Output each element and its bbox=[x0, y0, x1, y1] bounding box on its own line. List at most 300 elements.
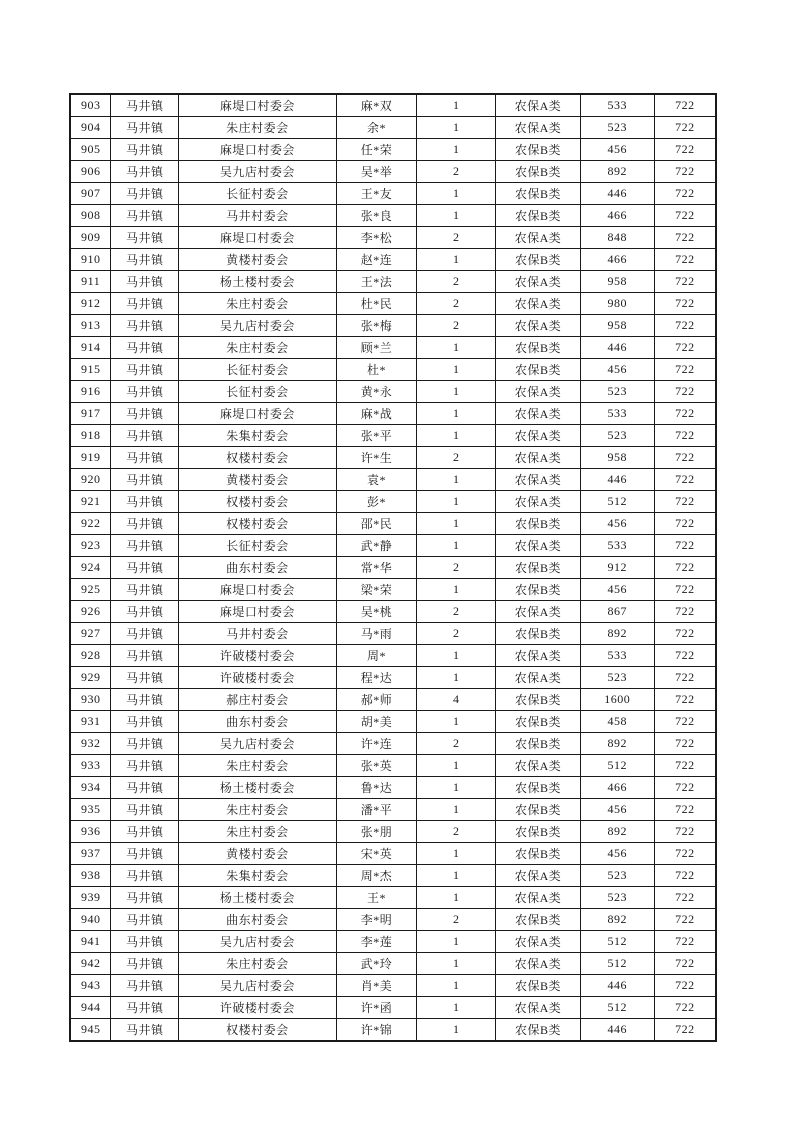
amount-cell: 456 bbox=[580, 359, 654, 381]
table-row bbox=[70, 623, 716, 645]
town-cell: 马井镇 bbox=[111, 931, 179, 953]
amount-cell: 456 bbox=[580, 843, 654, 865]
fixed-value-cell: 722 bbox=[654, 601, 716, 623]
table-row bbox=[70, 909, 716, 931]
person-count-cell: 1 bbox=[417, 843, 496, 865]
person-count-cell: 2 bbox=[417, 623, 496, 645]
insurance-category-cell: 农保A类 bbox=[496, 117, 581, 139]
town-cell: 马井镇 bbox=[111, 535, 179, 557]
person-name-cell: 程*达 bbox=[336, 667, 417, 689]
insurance-category-cell: 农保B类 bbox=[496, 557, 581, 579]
village-committee-cell: 马井村委会 bbox=[179, 623, 336, 645]
serial-number-cell: 917 bbox=[70, 403, 111, 425]
person-count-cell: 2 bbox=[417, 909, 496, 931]
serial-number-cell: 928 bbox=[70, 645, 111, 667]
village-committee-cell: 朱庄村委会 bbox=[179, 337, 336, 359]
table-row bbox=[70, 513, 716, 535]
person-count-cell: 1 bbox=[417, 535, 496, 557]
amount-cell: 512 bbox=[580, 755, 654, 777]
person-count-cell: 1 bbox=[417, 249, 496, 271]
insurance-category-cell: 农保B类 bbox=[496, 799, 581, 821]
serial-number-cell: 942 bbox=[70, 953, 111, 975]
person-count-cell: 2 bbox=[417, 601, 496, 623]
insurance-category-cell: 农保A类 bbox=[496, 535, 581, 557]
table-row bbox=[70, 931, 716, 953]
amount-cell: 892 bbox=[580, 161, 654, 183]
village-committee-cell: 黄楼村委会 bbox=[179, 843, 336, 865]
town-cell: 马井镇 bbox=[111, 887, 179, 909]
person-count-cell: 1 bbox=[417, 799, 496, 821]
amount-cell: 466 bbox=[580, 249, 654, 271]
serial-number-cell: 931 bbox=[70, 711, 111, 733]
town-cell: 马井镇 bbox=[111, 293, 179, 315]
person-name-cell: 杜* bbox=[336, 359, 417, 381]
amount-cell: 533 bbox=[580, 645, 654, 667]
village-committee-cell: 朱庄村委会 bbox=[179, 953, 336, 975]
serial-number-cell: 913 bbox=[70, 315, 111, 337]
person-count-cell: 1 bbox=[417, 997, 496, 1019]
fixed-value-cell: 722 bbox=[654, 645, 716, 667]
village-committee-cell: 朱庄村委会 bbox=[179, 799, 336, 821]
insurance-category-cell: 农保A类 bbox=[496, 94, 581, 117]
person-name-cell: 宋*英 bbox=[336, 843, 417, 865]
village-committee-cell: 朱集村委会 bbox=[179, 425, 336, 447]
table-row bbox=[70, 447, 716, 469]
village-committee-cell: 黄楼村委会 bbox=[179, 249, 336, 271]
amount-cell: 456 bbox=[580, 579, 654, 601]
person-name-cell: 许*生 bbox=[336, 447, 417, 469]
insurance-category-cell: 农保B类 bbox=[496, 249, 581, 271]
village-committee-cell: 朱庄村委会 bbox=[179, 821, 336, 843]
town-cell: 马井镇 bbox=[111, 403, 179, 425]
table-row bbox=[70, 997, 716, 1019]
fixed-value-cell: 722 bbox=[654, 689, 716, 711]
person-count-cell: 2 bbox=[417, 315, 496, 337]
amount-cell: 892 bbox=[580, 733, 654, 755]
insurance-category-cell: 农保A类 bbox=[496, 227, 581, 249]
table-row bbox=[70, 359, 716, 381]
table-row bbox=[70, 315, 716, 337]
serial-number-cell: 940 bbox=[70, 909, 111, 931]
insurance-category-cell: 农保A类 bbox=[496, 997, 581, 1019]
town-cell: 马井镇 bbox=[111, 755, 179, 777]
fixed-value-cell: 722 bbox=[654, 733, 716, 755]
fixed-value-cell: 722 bbox=[654, 117, 716, 139]
person-name-cell: 王*法 bbox=[336, 271, 417, 293]
insurance-category-cell: 农保B类 bbox=[496, 337, 581, 359]
person-count-cell: 2 bbox=[417, 821, 496, 843]
village-committee-cell: 黄楼村委会 bbox=[179, 469, 336, 491]
person-name-cell: 李*莲 bbox=[336, 931, 417, 953]
table-row bbox=[70, 601, 716, 623]
amount-cell: 523 bbox=[580, 117, 654, 139]
person-name-cell: 郝*师 bbox=[336, 689, 417, 711]
person-name-cell: 鲁*达 bbox=[336, 777, 417, 799]
fixed-value-cell: 722 bbox=[654, 315, 716, 337]
amount-cell: 892 bbox=[580, 821, 654, 843]
insurance-category-cell: 农保A类 bbox=[496, 447, 581, 469]
fixed-value-cell: 722 bbox=[654, 227, 716, 249]
fixed-value-cell: 722 bbox=[654, 491, 716, 513]
person-count-cell: 1 bbox=[417, 403, 496, 425]
village-committee-cell: 权楼村委会 bbox=[179, 491, 336, 513]
person-count-cell: 1 bbox=[417, 94, 496, 117]
village-committee-cell: 长征村委会 bbox=[179, 183, 336, 205]
table-row bbox=[70, 425, 716, 447]
serial-number-cell: 907 bbox=[70, 183, 111, 205]
person-name-cell: 李*松 bbox=[336, 227, 417, 249]
fixed-value-cell: 722 bbox=[654, 667, 716, 689]
fixed-value-cell: 722 bbox=[654, 249, 716, 271]
table-row bbox=[70, 689, 716, 711]
person-count-cell: 2 bbox=[417, 227, 496, 249]
person-count-cell: 1 bbox=[417, 1019, 496, 1042]
insurance-category-cell: 农保A类 bbox=[496, 425, 581, 447]
fixed-value-cell: 722 bbox=[654, 557, 716, 579]
person-count-cell: 2 bbox=[417, 733, 496, 755]
fixed-value-cell: 722 bbox=[654, 403, 716, 425]
town-cell: 马井镇 bbox=[111, 249, 179, 271]
person-count-cell: 2 bbox=[417, 271, 496, 293]
insurance-category-cell: 农保A类 bbox=[496, 293, 581, 315]
person-count-cell: 1 bbox=[417, 139, 496, 161]
person-count-cell: 1 bbox=[417, 513, 496, 535]
town-cell: 马井镇 bbox=[111, 579, 179, 601]
insurance-category-cell: 农保B类 bbox=[496, 161, 581, 183]
person-count-cell: 1 bbox=[417, 887, 496, 909]
fixed-value-cell: 722 bbox=[654, 271, 716, 293]
fixed-value-cell: 722 bbox=[654, 359, 716, 381]
person-count-cell: 1 bbox=[417, 667, 496, 689]
person-count-cell: 1 bbox=[417, 469, 496, 491]
serial-number-cell: 936 bbox=[70, 821, 111, 843]
table-row bbox=[70, 755, 716, 777]
fixed-value-cell: 722 bbox=[654, 535, 716, 557]
serial-number-cell: 932 bbox=[70, 733, 111, 755]
village-committee-cell: 朱庄村委会 bbox=[179, 293, 336, 315]
amount-cell: 980 bbox=[580, 293, 654, 315]
amount-cell: 958 bbox=[580, 447, 654, 469]
fixed-value-cell: 722 bbox=[654, 975, 716, 997]
person-name-cell: 梁*荣 bbox=[336, 579, 417, 601]
village-committee-cell: 吴九店村委会 bbox=[179, 315, 336, 337]
town-cell: 马井镇 bbox=[111, 1019, 179, 1042]
amount-cell: 523 bbox=[580, 381, 654, 403]
village-committee-cell: 吴九店村委会 bbox=[179, 931, 336, 953]
village-committee-cell: 马井村委会 bbox=[179, 205, 336, 227]
person-name-cell: 李*明 bbox=[336, 909, 417, 931]
person-name-cell: 武*玲 bbox=[336, 953, 417, 975]
table-row bbox=[70, 183, 716, 205]
village-committee-cell: 麻堤口村委会 bbox=[179, 403, 336, 425]
town-cell: 马井镇 bbox=[111, 227, 179, 249]
village-committee-cell: 麻堤口村委会 bbox=[179, 94, 336, 117]
serial-number-cell: 912 bbox=[70, 293, 111, 315]
serial-number-cell: 926 bbox=[70, 601, 111, 623]
town-cell: 马井镇 bbox=[111, 953, 179, 975]
table-row bbox=[70, 117, 716, 139]
person-name-cell: 马*雨 bbox=[336, 623, 417, 645]
table-row bbox=[70, 667, 716, 689]
person-name-cell: 彭* bbox=[336, 491, 417, 513]
amount-cell: 867 bbox=[580, 601, 654, 623]
person-count-cell: 1 bbox=[417, 975, 496, 997]
table-row bbox=[70, 227, 716, 249]
amount-cell: 512 bbox=[580, 931, 654, 953]
insurance-category-cell: 农保A类 bbox=[496, 271, 581, 293]
person-name-cell: 肖*美 bbox=[336, 975, 417, 997]
serial-number-cell: 903 bbox=[70, 94, 111, 117]
serial-number-cell: 914 bbox=[70, 337, 111, 359]
fixed-value-cell: 722 bbox=[654, 337, 716, 359]
person-count-cell: 1 bbox=[417, 777, 496, 799]
town-cell: 马井镇 bbox=[111, 94, 179, 117]
town-cell: 马井镇 bbox=[111, 513, 179, 535]
town-cell: 马井镇 bbox=[111, 117, 179, 139]
person-name-cell: 张*平 bbox=[336, 425, 417, 447]
person-name-cell: 袁* bbox=[336, 469, 417, 491]
serial-number-cell: 941 bbox=[70, 931, 111, 953]
person-count-cell: 4 bbox=[417, 689, 496, 711]
insurance-category-cell: 农保B类 bbox=[496, 909, 581, 931]
amount-cell: 446 bbox=[580, 975, 654, 997]
person-name-cell: 余* bbox=[336, 117, 417, 139]
table-row bbox=[70, 535, 716, 557]
village-committee-cell: 麻堤口村委会 bbox=[179, 139, 336, 161]
village-committee-cell: 朱庄村委会 bbox=[179, 117, 336, 139]
person-count-cell: 1 bbox=[417, 359, 496, 381]
town-cell: 马井镇 bbox=[111, 425, 179, 447]
fixed-value-cell: 722 bbox=[654, 1019, 716, 1042]
person-name-cell: 邵*民 bbox=[336, 513, 417, 535]
fixed-value-cell: 722 bbox=[654, 909, 716, 931]
village-committee-cell: 吴九店村委会 bbox=[179, 975, 336, 997]
town-cell: 马井镇 bbox=[111, 205, 179, 227]
fixed-value-cell: 722 bbox=[654, 513, 716, 535]
fixed-value-cell: 722 bbox=[654, 953, 716, 975]
table-row bbox=[70, 161, 716, 183]
amount-cell: 512 bbox=[580, 491, 654, 513]
table-row bbox=[70, 579, 716, 601]
village-committee-cell: 权楼村委会 bbox=[179, 1019, 336, 1042]
village-committee-cell: 长征村委会 bbox=[179, 381, 336, 403]
serial-number-cell: 919 bbox=[70, 447, 111, 469]
person-count-cell: 1 bbox=[417, 931, 496, 953]
amount-cell: 523 bbox=[580, 865, 654, 887]
insurance-category-cell: 农保B类 bbox=[496, 579, 581, 601]
table-row bbox=[70, 953, 716, 975]
amount-cell: 892 bbox=[580, 909, 654, 931]
insurance-category-cell: 农保B类 bbox=[496, 777, 581, 799]
insurance-category-cell: 农保B类 bbox=[496, 623, 581, 645]
table-row bbox=[70, 337, 716, 359]
table-row bbox=[70, 293, 716, 315]
town-cell: 马井镇 bbox=[111, 645, 179, 667]
fixed-value-cell: 722 bbox=[654, 711, 716, 733]
serial-number-cell: 909 bbox=[70, 227, 111, 249]
benefit-roster-table bbox=[69, 93, 717, 1042]
person-name-cell: 吴*举 bbox=[336, 161, 417, 183]
fixed-value-cell: 722 bbox=[654, 887, 716, 909]
serial-number-cell: 925 bbox=[70, 579, 111, 601]
insurance-category-cell: 农保A类 bbox=[496, 953, 581, 975]
fixed-value-cell: 722 bbox=[654, 755, 716, 777]
table-row bbox=[70, 557, 716, 579]
town-cell: 马井镇 bbox=[111, 777, 179, 799]
village-committee-cell: 朱集村委会 bbox=[179, 865, 336, 887]
table-row bbox=[70, 887, 716, 909]
table-row bbox=[70, 821, 716, 843]
person-count-cell: 1 bbox=[417, 337, 496, 359]
person-name-cell: 张*英 bbox=[336, 755, 417, 777]
serial-number-cell: 911 bbox=[70, 271, 111, 293]
amount-cell: 523 bbox=[580, 887, 654, 909]
insurance-category-cell: 农保B类 bbox=[496, 513, 581, 535]
table-row bbox=[70, 469, 716, 491]
village-committee-cell: 吴九店村委会 bbox=[179, 161, 336, 183]
serial-number-cell: 920 bbox=[70, 469, 111, 491]
serial-number-cell: 929 bbox=[70, 667, 111, 689]
insurance-category-cell: 农保A类 bbox=[496, 403, 581, 425]
person-name-cell: 潘*平 bbox=[336, 799, 417, 821]
serial-number-cell: 905 bbox=[70, 139, 111, 161]
insurance-category-cell: 农保A类 bbox=[496, 755, 581, 777]
person-count-cell: 1 bbox=[417, 579, 496, 601]
serial-number-cell: 927 bbox=[70, 623, 111, 645]
amount-cell: 456 bbox=[580, 139, 654, 161]
table-row bbox=[70, 975, 716, 997]
person-count-cell: 2 bbox=[417, 557, 496, 579]
serial-number-cell: 904 bbox=[70, 117, 111, 139]
amount-cell: 512 bbox=[580, 997, 654, 1019]
village-committee-cell: 麻堤口村委会 bbox=[179, 227, 336, 249]
insurance-category-cell: 农保B类 bbox=[496, 711, 581, 733]
table-row bbox=[70, 733, 716, 755]
person-count-cell: 1 bbox=[417, 117, 496, 139]
fixed-value-cell: 722 bbox=[654, 579, 716, 601]
town-cell: 马井镇 bbox=[111, 689, 179, 711]
table-row bbox=[70, 94, 716, 117]
village-committee-cell: 郝庄村委会 bbox=[179, 689, 336, 711]
fixed-value-cell: 722 bbox=[654, 469, 716, 491]
amount-cell: 533 bbox=[580, 535, 654, 557]
village-committee-cell: 吴九店村委会 bbox=[179, 733, 336, 755]
village-committee-cell: 曲东村委会 bbox=[179, 711, 336, 733]
table-row bbox=[70, 843, 716, 865]
serial-number-cell: 938 bbox=[70, 865, 111, 887]
insurance-category-cell: 农保A类 bbox=[496, 315, 581, 337]
town-cell: 马井镇 bbox=[111, 469, 179, 491]
table-row bbox=[70, 865, 716, 887]
serial-number-cell: 923 bbox=[70, 535, 111, 557]
person-name-cell: 杜*民 bbox=[336, 293, 417, 315]
table-row bbox=[70, 1019, 716, 1042]
insurance-category-cell: 农保A类 bbox=[496, 601, 581, 623]
town-cell: 马井镇 bbox=[111, 183, 179, 205]
serial-number-cell: 908 bbox=[70, 205, 111, 227]
village-committee-cell: 权楼村委会 bbox=[179, 513, 336, 535]
person-name-cell: 麻*战 bbox=[336, 403, 417, 425]
fixed-value-cell: 722 bbox=[654, 447, 716, 469]
amount-cell: 523 bbox=[580, 667, 654, 689]
person-name-cell: 许*连 bbox=[336, 733, 417, 755]
village-committee-cell: 许破楼村委会 bbox=[179, 667, 336, 689]
amount-cell: 456 bbox=[580, 513, 654, 535]
person-count-cell: 1 bbox=[417, 205, 496, 227]
village-committee-cell: 麻堤口村委会 bbox=[179, 579, 336, 601]
serial-number-cell: 918 bbox=[70, 425, 111, 447]
fixed-value-cell: 722 bbox=[654, 997, 716, 1019]
insurance-category-cell: 农保A类 bbox=[496, 469, 581, 491]
serial-number-cell: 921 bbox=[70, 491, 111, 513]
person-count-cell: 2 bbox=[417, 293, 496, 315]
amount-cell: 892 bbox=[580, 623, 654, 645]
town-cell: 马井镇 bbox=[111, 601, 179, 623]
fixed-value-cell: 722 bbox=[654, 865, 716, 887]
fixed-value-cell: 722 bbox=[654, 205, 716, 227]
fixed-value-cell: 722 bbox=[654, 381, 716, 403]
insurance-category-cell: 农保A类 bbox=[496, 865, 581, 887]
town-cell: 马井镇 bbox=[111, 865, 179, 887]
town-cell: 马井镇 bbox=[111, 623, 179, 645]
amount-cell: 446 bbox=[580, 183, 654, 205]
fixed-value-cell: 722 bbox=[654, 425, 716, 447]
person-name-cell: 王*友 bbox=[336, 183, 417, 205]
village-committee-cell: 杨土楼村委会 bbox=[179, 887, 336, 909]
town-cell: 马井镇 bbox=[111, 447, 179, 469]
insurance-category-cell: 农保B类 bbox=[496, 139, 581, 161]
amount-cell: 466 bbox=[580, 205, 654, 227]
amount-cell: 1600 bbox=[580, 689, 654, 711]
serial-number-cell: 944 bbox=[70, 997, 111, 1019]
person-name-cell: 张*朋 bbox=[336, 821, 417, 843]
amount-cell: 446 bbox=[580, 469, 654, 491]
town-cell: 马井镇 bbox=[111, 997, 179, 1019]
table-row bbox=[70, 491, 716, 513]
person-name-cell: 吴*桃 bbox=[336, 601, 417, 623]
person-name-cell: 周*杰 bbox=[336, 865, 417, 887]
person-name-cell: 任*荣 bbox=[336, 139, 417, 161]
table-row bbox=[70, 139, 716, 161]
insurance-category-cell: 农保A类 bbox=[496, 931, 581, 953]
fixed-value-cell: 722 bbox=[654, 821, 716, 843]
town-cell: 马井镇 bbox=[111, 975, 179, 997]
insurance-category-cell: 农保B类 bbox=[496, 205, 581, 227]
person-count-cell: 1 bbox=[417, 865, 496, 887]
person-name-cell: 武*静 bbox=[336, 535, 417, 557]
person-name-cell: 麻*双 bbox=[336, 94, 417, 117]
insurance-category-cell: 农保A类 bbox=[496, 381, 581, 403]
town-cell: 马井镇 bbox=[111, 271, 179, 293]
person-name-cell: 张*良 bbox=[336, 205, 417, 227]
table-row bbox=[70, 403, 716, 425]
fixed-value-cell: 722 bbox=[654, 161, 716, 183]
amount-cell: 466 bbox=[580, 777, 654, 799]
town-cell: 马井镇 bbox=[111, 139, 179, 161]
serial-number-cell: 934 bbox=[70, 777, 111, 799]
serial-number-cell: 915 bbox=[70, 359, 111, 381]
fixed-value-cell: 722 bbox=[654, 843, 716, 865]
fixed-value-cell: 722 bbox=[654, 777, 716, 799]
person-name-cell: 赵*连 bbox=[336, 249, 417, 271]
amount-cell: 456 bbox=[580, 799, 654, 821]
amount-cell: 958 bbox=[580, 315, 654, 337]
insurance-category-cell: 农保A类 bbox=[496, 667, 581, 689]
serial-number-cell: 910 bbox=[70, 249, 111, 271]
fixed-value-cell: 722 bbox=[654, 931, 716, 953]
serial-number-cell: 930 bbox=[70, 689, 111, 711]
amount-cell: 446 bbox=[580, 1019, 654, 1042]
